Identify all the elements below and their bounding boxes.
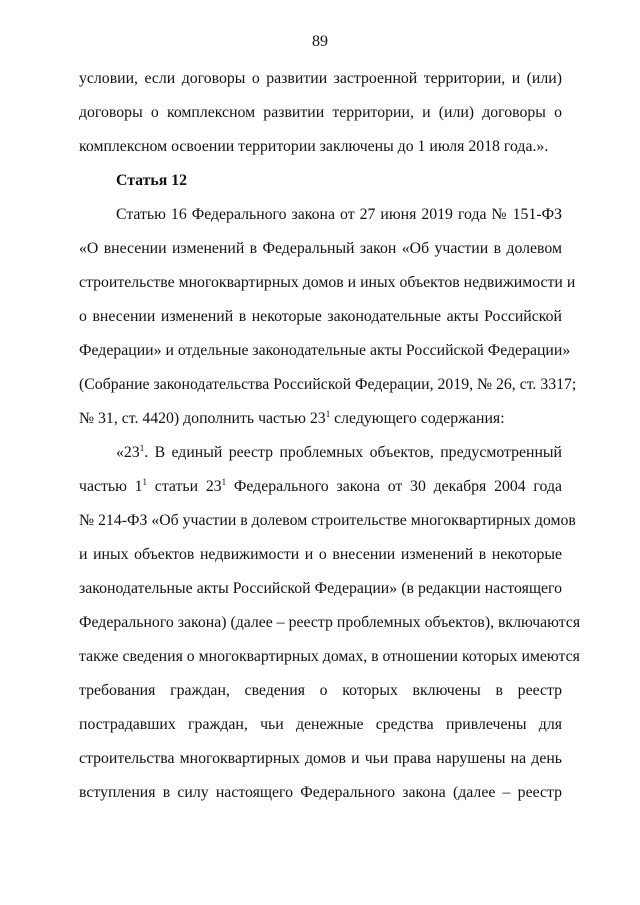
text-fragment: статьи 23 bbox=[147, 478, 222, 495]
article-heading: Статья 12 bbox=[116, 172, 188, 189]
text-line: (Собрание законодательства Российской Федерации, 2019, № 26, ст. 3317; bbox=[79, 376, 577, 393]
text-fragment: Федерального закона от 30 декабря 2004 года bbox=[226, 478, 563, 495]
text-line bbox=[79, 410, 562, 428]
text-line: законодательные акты Российской Федерации» (в редакции настоящего bbox=[79, 580, 562, 597]
text-fragment: следующего содержания: bbox=[330, 410, 505, 427]
text-line bbox=[116, 444, 562, 462]
text-fragment: частью 1 bbox=[79, 478, 143, 495]
text-line: о внесении изменений в некоторые законодательные акты Российской bbox=[79, 308, 562, 325]
superscript: 1 bbox=[221, 477, 227, 487]
text-line: договоры о комплексном развитии территории, и (или) договоры о bbox=[79, 104, 562, 121]
text-fragment: № 31, ст. 4420) дополнить частью 23 bbox=[79, 410, 326, 427]
text-line: пострадавших граждан, чьи денежные средства привлечены для bbox=[79, 716, 562, 733]
superscript: 1 bbox=[139, 443, 145, 453]
text-line: Федерального закона) (далее – реестр проблемных объектов), включаются bbox=[79, 614, 581, 631]
text-line: Статью 16 Федерального закона от 27 июня 2019 года № 151-ФЗ bbox=[116, 206, 562, 223]
text-line: и иных объектов недвижимости и о внесении изменений в некоторые bbox=[79, 546, 562, 563]
text-line: Федерации» и отдельные законодательные акты Российской Федерации» bbox=[79, 342, 571, 359]
text-line: требования граждан, сведения о которых включены в реестр bbox=[79, 682, 562, 699]
text-line: комплексном освоении территории заключены до 1 июля 2018 года.». bbox=[79, 138, 549, 155]
text-fragment: . В единый реестр проблемных объектов, предусмотренный bbox=[144, 444, 562, 461]
text-line: условии, если договоры о развитии застроенной территории, и (или) bbox=[79, 70, 562, 87]
text-fragment: «23 bbox=[116, 444, 140, 461]
text-line bbox=[79, 478, 562, 496]
superscript: 1 bbox=[325, 409, 331, 419]
superscript: 1 bbox=[142, 477, 148, 487]
text-line: «О внесении изменений в Федеральный закон «Об участии в долевом bbox=[79, 240, 562, 257]
text-line: строительстве многоквартирных домов и иных объектов недвижимости и bbox=[79, 274, 576, 291]
text-line: вступления в силу настоящего Федерального закона (далее – реестр bbox=[79, 784, 562, 801]
page-number: 89 bbox=[312, 33, 328, 50]
text-line: строительства многоквартирных домов и чьи права нарушены на день bbox=[79, 750, 562, 767]
text-line: также сведения о многоквартирных домах, в отношении которых имеются bbox=[79, 648, 580, 665]
text-line: № 214-ФЗ «Об участии в долевом строительстве многоквартирных домов bbox=[79, 512, 576, 529]
